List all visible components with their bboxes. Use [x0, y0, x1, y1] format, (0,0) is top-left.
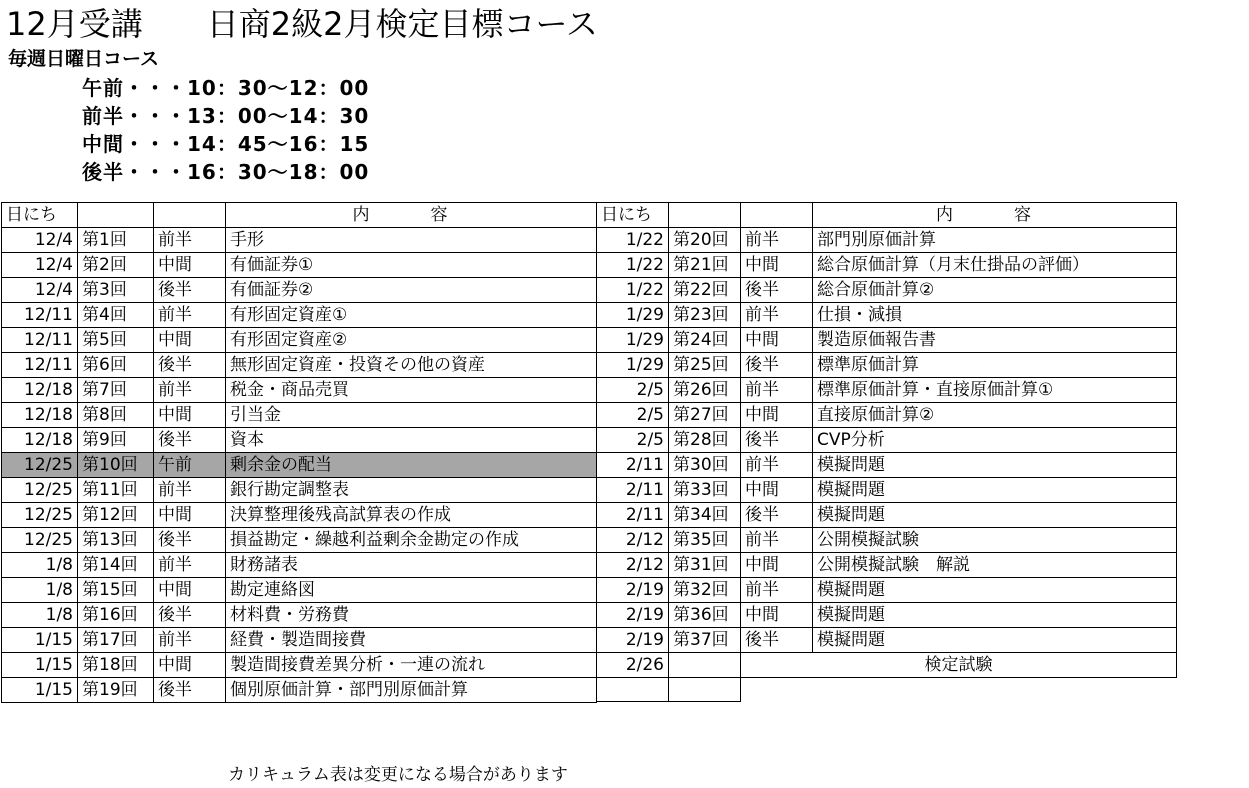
table-row	[597, 253, 1177, 278]
table-row	[597, 503, 1177, 528]
cell-date: 2/5	[597, 428, 669, 453]
cell-time-slot: 前半	[741, 303, 813, 328]
table-header-row	[597, 203, 1177, 228]
cell-date: 2/11	[597, 478, 669, 503]
cell-session-number	[669, 653, 741, 678]
cell-time-slot: 前半	[741, 578, 813, 603]
cell-time-slot: 後半	[741, 353, 813, 378]
cell-time-slot: 中間	[741, 553, 813, 578]
cell-session-number: 第20回	[669, 228, 741, 253]
cell-time-slot: 前半	[154, 228, 226, 253]
table-row	[2, 678, 597, 703]
cell-content: 有価証券②	[226, 278, 597, 303]
cell-exam-content: 検定試験	[741, 653, 1177, 678]
cell-content: 引当金	[226, 403, 597, 428]
cell-session-number: 第21回	[669, 253, 741, 278]
exam-row	[597, 653, 1177, 678]
cell-session-number: 第7回	[78, 378, 154, 403]
cell-time-slot: 前半	[154, 628, 226, 653]
table-row	[2, 603, 597, 628]
cell-content: 個別原価計算・部門別原価計算	[226, 678, 597, 703]
table-row	[2, 403, 597, 428]
table-row	[2, 303, 597, 328]
table-row	[2, 553, 597, 578]
header-num	[78, 203, 154, 228]
cell-session-number: 第5回	[78, 328, 154, 353]
cell-session-number: 第26回	[669, 378, 741, 403]
cell-content: 財務諸表	[226, 553, 597, 578]
cell-date: 12/4	[2, 278, 78, 303]
cell-time-slot: 前半	[154, 553, 226, 578]
time-slot-list	[82, 74, 369, 186]
cell-time-slot: 前半	[154, 378, 226, 403]
cell-content: 公開模擬試験	[813, 528, 1177, 553]
cell-date: 1/22	[597, 253, 669, 278]
empty-row	[597, 678, 1177, 702]
cell-time-slot: 中間	[154, 253, 226, 278]
cell-session-number: 第33回	[669, 478, 741, 503]
cell-time-slot: 中間	[741, 478, 813, 503]
cell-date: 1/15	[2, 628, 78, 653]
table-row	[597, 228, 1177, 253]
cell-empty	[669, 678, 741, 702]
cell-content: 模擬問題	[813, 453, 1177, 478]
table-row	[2, 228, 597, 253]
cell-content: 無形固定資産・投資その他の資産	[226, 353, 597, 378]
table-row	[2, 653, 597, 678]
table-row	[597, 528, 1177, 553]
cell-time-slot: 後半	[741, 278, 813, 303]
table-row	[2, 353, 597, 378]
cell-date: 1/15	[2, 678, 78, 703]
cell-content: 銀行勘定調整表	[226, 478, 597, 503]
cell-blank	[813, 678, 1177, 702]
cell-content: 総合原価計算②	[813, 278, 1177, 303]
header-slot	[154, 203, 226, 228]
cell-content: 模擬問題	[813, 628, 1177, 653]
table-row	[597, 378, 1177, 403]
cell-date: 1/8	[2, 553, 78, 578]
cell-time-slot: 後半	[154, 528, 226, 553]
cell-time-slot: 中間	[741, 403, 813, 428]
table-row	[597, 628, 1177, 653]
cell-session-number: 第11回	[78, 478, 154, 503]
cell-content: 資本	[226, 428, 597, 453]
time-slot-first-half: 前半・・・13：00～14：30	[82, 104, 370, 128]
cell-time-slot: 前半	[741, 378, 813, 403]
cell-session-number: 第36回	[669, 603, 741, 628]
cell-session-number: 第9回	[78, 428, 154, 453]
header-date: 日にち	[597, 203, 669, 228]
cell-session-number: 第18回	[78, 653, 154, 678]
cell-date: 2/19	[597, 578, 669, 603]
table-row	[597, 278, 1177, 303]
cell-date: 12/25	[2, 478, 78, 503]
table-row	[2, 328, 597, 353]
cell-content: 模擬問題	[813, 478, 1177, 503]
cell-content: 決算整理後残高試算表の作成	[226, 503, 597, 528]
cell-content: 公開模擬試験 解説	[813, 553, 1177, 578]
table-row	[597, 403, 1177, 428]
cell-content: 剰余金の配当	[226, 453, 597, 478]
table-row	[2, 378, 597, 403]
header-content: 内 容	[226, 203, 597, 228]
table-row	[2, 503, 597, 528]
cell-time-slot: 中間	[741, 253, 813, 278]
cell-content: 税金・商品売買	[226, 378, 597, 403]
cell-session-number: 第24回	[669, 328, 741, 353]
cell-session-number: 第35回	[669, 528, 741, 553]
cell-session-number: 第8回	[78, 403, 154, 428]
cell-date: 12/18	[2, 403, 78, 428]
cell-time-slot: 後半	[154, 603, 226, 628]
cell-time-slot: 前半	[741, 453, 813, 478]
cell-session-number: 第16回	[78, 603, 154, 628]
cell-content: 部門別原価計算	[813, 228, 1177, 253]
table-row	[597, 303, 1177, 328]
table-row	[597, 553, 1177, 578]
cell-content: 製造原価報告書	[813, 328, 1177, 353]
cell-content: 模擬問題	[813, 503, 1177, 528]
cell-content: 有形固定資産①	[226, 303, 597, 328]
cell-time-slot: 後半	[154, 278, 226, 303]
cell-session-number: 第12回	[78, 503, 154, 528]
cell-time-slot: 中間	[154, 328, 226, 353]
cell-time-slot: 後半	[154, 678, 226, 703]
cell-date: 2/12	[597, 553, 669, 578]
schedule-table-left	[1, 202, 597, 703]
cell-session-number: 第23回	[669, 303, 741, 328]
cell-time-slot: 前半	[154, 303, 226, 328]
curriculum-note: カリキュラム表は変更になる場合があります	[228, 765, 568, 785]
cell-date: 12/11	[2, 353, 78, 378]
cell-date: 12/18	[2, 428, 78, 453]
cell-date: 12/11	[2, 303, 78, 328]
table-row	[2, 453, 597, 478]
cell-session-number: 第10回	[78, 453, 154, 478]
table-row	[597, 328, 1177, 353]
cell-session-number: 第28回	[669, 428, 741, 453]
cell-content: 総合原価計算（月末仕掛品の評価）	[813, 253, 1177, 278]
cell-time-slot: 後半	[741, 428, 813, 453]
cell-session-number: 第34回	[669, 503, 741, 528]
table-row	[2, 628, 597, 653]
cell-content: 勘定連絡図	[226, 578, 597, 603]
cell-date: 12/25	[2, 503, 78, 528]
cell-date: 1/29	[597, 303, 669, 328]
table-row	[597, 453, 1177, 478]
cell-date: 12/25	[2, 528, 78, 553]
cell-date: 12/4	[2, 228, 78, 253]
cell-time-slot: 後半	[154, 353, 226, 378]
cell-time-slot: 後半	[741, 503, 813, 528]
cell-session-number: 第15回	[78, 578, 154, 603]
cell-time-slot: 中間	[741, 328, 813, 353]
cell-time-slot: 前半	[741, 528, 813, 553]
cell-session-number: 第22回	[669, 278, 741, 303]
cell-time-slot: 午前	[154, 453, 226, 478]
header-date: 日にち	[2, 203, 78, 228]
table-row	[2, 278, 597, 303]
table-row	[2, 478, 597, 503]
table-row	[2, 528, 597, 553]
cell-date: 12/4	[2, 253, 78, 278]
cell-time-slot: 中間	[154, 403, 226, 428]
cell-content: 損益勘定・繰越利益剰余金勘定の作成	[226, 528, 597, 553]
cell-session-number: 第31回	[669, 553, 741, 578]
cell-time-slot: 中間	[154, 503, 226, 528]
cell-content: 直接原価計算②	[813, 403, 1177, 428]
cell-content: 標準原価計算・直接原価計算①	[813, 378, 1177, 403]
cell-date: 1/22	[597, 228, 669, 253]
cell-session-number: 第4回	[78, 303, 154, 328]
cell-date: 1/22	[597, 278, 669, 303]
cell-session-number: 第37回	[669, 628, 741, 653]
cell-session-number: 第1回	[78, 228, 154, 253]
cell-content: 仕損・減損	[813, 303, 1177, 328]
cell-date: 2/19	[597, 628, 669, 653]
schedule-table-right	[596, 202, 1177, 702]
page-title: 12月受講 日商2級2月検定目標コース	[6, 5, 598, 43]
table-row	[597, 603, 1177, 628]
table-header-row	[2, 203, 597, 228]
cell-content: 手形	[226, 228, 597, 253]
cell-time-slot: 後半	[741, 628, 813, 653]
table-row	[597, 428, 1177, 453]
cell-empty	[597, 678, 669, 702]
table-row	[2, 428, 597, 453]
cell-date: 1/8	[2, 603, 78, 628]
table-row	[2, 253, 597, 278]
table-row	[597, 353, 1177, 378]
cell-date: 2/11	[597, 453, 669, 478]
cell-date: 2/19	[597, 603, 669, 628]
cell-content: 製造間接費差異分析・一連の流れ	[226, 653, 597, 678]
cell-session-number: 第17回	[78, 628, 154, 653]
header-slot	[741, 203, 813, 228]
cell-blank	[741, 678, 813, 702]
cell-time-slot: 前半	[154, 478, 226, 503]
cell-time-slot: 後半	[154, 428, 226, 453]
cell-date: 2/12	[597, 528, 669, 553]
cell-content: 標準原価計算	[813, 353, 1177, 378]
cell-content: 有形固定資産②	[226, 328, 597, 353]
cell-date: 1/29	[597, 353, 669, 378]
time-slot-middle: 中間・・・14：45～16：15	[82, 132, 370, 156]
cell-time-slot: 中間	[154, 578, 226, 603]
cell-session-number: 第30回	[669, 453, 741, 478]
cell-session-number: 第2回	[78, 253, 154, 278]
cell-session-number: 第19回	[78, 678, 154, 703]
cell-session-number: 第3回	[78, 278, 154, 303]
cell-date: 12/18	[2, 378, 78, 403]
table-row	[597, 478, 1177, 503]
cell-session-number: 第14回	[78, 553, 154, 578]
cell-content: 経費・製造間接費	[226, 628, 597, 653]
cell-time-slot: 中間	[154, 653, 226, 678]
cell-content: 有価証券①	[226, 253, 597, 278]
header-num	[669, 203, 741, 228]
table-row	[597, 578, 1177, 603]
header-content: 内 容	[813, 203, 1177, 228]
cell-content: 材料費・労務費	[226, 603, 597, 628]
cell-session-number: 第25回	[669, 353, 741, 378]
cell-date: 1/29	[597, 328, 669, 353]
cell-date: 12/25	[2, 453, 78, 478]
cell-content: 模擬問題	[813, 578, 1177, 603]
cell-content: 模擬問題	[813, 603, 1177, 628]
table-row	[2, 578, 597, 603]
time-slot-morning: 午前・・・10：30～12：00	[82, 76, 370, 100]
cell-session-number: 第6回	[78, 353, 154, 378]
cell-time-slot: 前半	[741, 228, 813, 253]
cell-date: 2/11	[597, 503, 669, 528]
cell-date: 1/15	[2, 653, 78, 678]
cell-content: CVP分析	[813, 428, 1177, 453]
cell-session-number: 第13回	[78, 528, 154, 553]
cell-time-slot: 中間	[741, 603, 813, 628]
cell-date: 1/8	[2, 578, 78, 603]
cell-date: 2/26	[597, 653, 669, 678]
cell-date: 12/11	[2, 328, 78, 353]
cell-date: 2/5	[597, 378, 669, 403]
cell-session-number: 第32回	[669, 578, 741, 603]
time-slot-second-half: 後半・・・16：30～18：00	[82, 160, 370, 184]
cell-session-number: 第27回	[669, 403, 741, 428]
course-subtitle: 毎週日曜日コース	[8, 48, 160, 70]
cell-date: 2/5	[597, 403, 669, 428]
